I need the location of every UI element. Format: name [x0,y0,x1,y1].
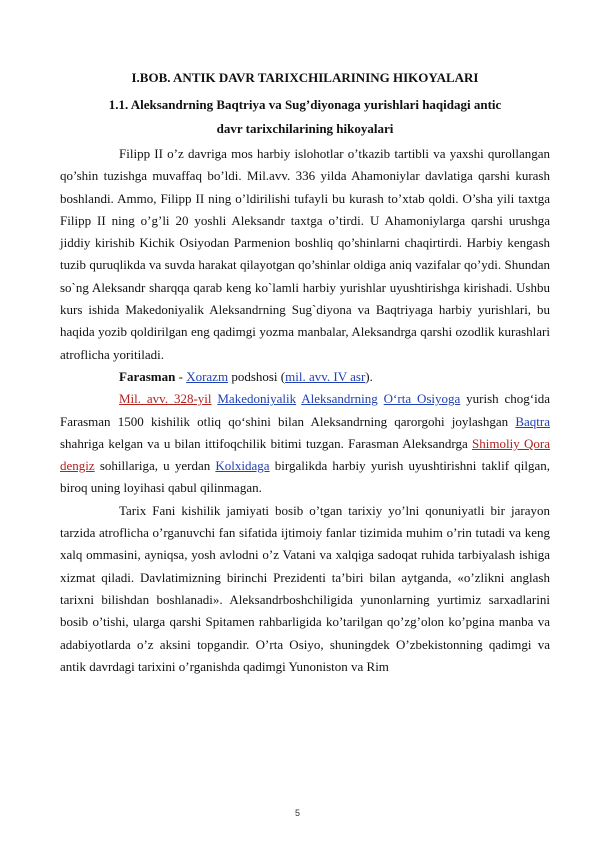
link-aleksandrning[interactable]: Aleksandrning [301,391,378,407]
link-mil-avv-iv-asr[interactable]: mil. avv. IV asr [285,368,366,384]
link-orta-osiyoga[interactable]: O‘rta Osiyoga [383,391,461,407]
section-title-line2: davr tarixchilarining hikoyalari [216,121,394,136]
text-fragment: yurish chog‘ida Farasman 1500 kishilik otliq qo‘shini bilan Aleksandrning qarorgohi joylashgan [60,391,551,429]
text-fragment: birgalikda harbiy yurish uyushtirishni taklif qilgan, biroq uning loyihasi qabul qilinmagan. [60,458,550,496]
paragraph-farasman-definition [60,366,550,388]
paragraph-farasman-campaign [60,388,550,499]
link-makedoniyalik[interactable]: Makedoniyalik [217,391,297,407]
paragraph-intro: Filipp II o’z davriga mos harbiy islohotlar o’tkazib tartibli va yaxshi qurollangan qo’shin tuzishga muvaffaq bo’ldi. Mil.avv. 336 yilda Ahamoniylar davlatiga qarshi kurash boshlandi. Ammo, Filipp II ning o’ldirilishi tufayli bu kurash to’xtab qoldi. O’sha yili taxtga Filipp II ning o’g’li 20 yoshli Aleksandr taxtga o’tirdi. U Ahamoniylarga qarshi urushga jiddiy kirishib Kichik Osiyodan Parmenion boshliq qo’shinlarni chaqirtirdi. Harbiy kengash tuzib quruqlikda va suvda harakat qilayotgan qo’shinlar oldiga aniq vazifalar qo’ydi. Shundan so`ng Aleksandr sharqqa qarab keng ko`lamli harbiy yurishlar uyushtirishga kirishadi. Ushbu kurs ishida Makedoniyalik Aleksandrning Sug`diyona va Baqtriyaga harbiy yurishlari, bu haqida yozib qoldirilgan eng qadimgi yozma manbalar, Aleksandrga qarshi ozodlik kurashlari atroflicha yoritiladi. [60,146,550,362]
body-text [60,143,550,678]
link-kolxidaga[interactable]: Kolxidaga [215,458,270,474]
text-fragment: sohillariga, u yerdan [94,458,216,474]
section-title-line1: 1.1. Aleksandrning Baqtriya va Sug’diyonaga yurishlari haqidagi antic [108,97,502,112]
chapter-title: I.BOB. ANTIK DAVR TARIXCHILARINING HIKOYALARI [131,70,479,85]
paragraph-history-science: Tarix Fani kishilik jamiyati bosib o’tgan tarixiy yo’lni qonuniyatli bir jarayon tarzida atroflicha o’rganuvchi fan sifatida ijtimoiy fanlar tizimida muhim o’rin tutadi va keng xalq ommasini, ayniqsa, yosh avlodni o’z Vatani va xalqiga sadoqat ruhida tarbiyalash ishiga xizmat qiladi. Davlatimizning birinchi Prezidenti ta’biri bilan aytganda, «o’zlikni anglash tarixni bilishdan boshlanadi». Aleksandrboshchiligida yunonlarning yurtimiz sarxadlarini bosib o’tishi, ularga qarshi Spitamen rahbarligida ko’tarilgan qo’zg’olon ko’pgina manba va adabiyotlarda o’z aksini topgandir. O’rta Osiyo, shuningdek O’zbekistonning qadimgi va antik davrdagi tarixini o’rganishda qadimgi Yunoniston va Rim [60,502,550,674]
text-fragment: shahriga kelgan va u bilan ittifoqchilik bitimi tuzgan. Farasman Aleksandrga [60,435,473,451]
link-xorazm[interactable]: Xorazm [186,368,229,384]
text-fragment: podshosi ( [228,368,286,384]
link-shimoliy-qora-dengiz[interactable]: Shimoliy Qora dengiz [60,435,550,474]
text-fragment: - [175,368,187,384]
link-mil-avv-328-yil[interactable]: Mil. avv. 328-yil [119,391,212,407]
page-number: 5 [294,808,300,818]
link-baqtra[interactable]: Baqtra [515,413,550,429]
term-farasman: Farasman [119,368,176,384]
text-fragment: ). [365,368,373,384]
